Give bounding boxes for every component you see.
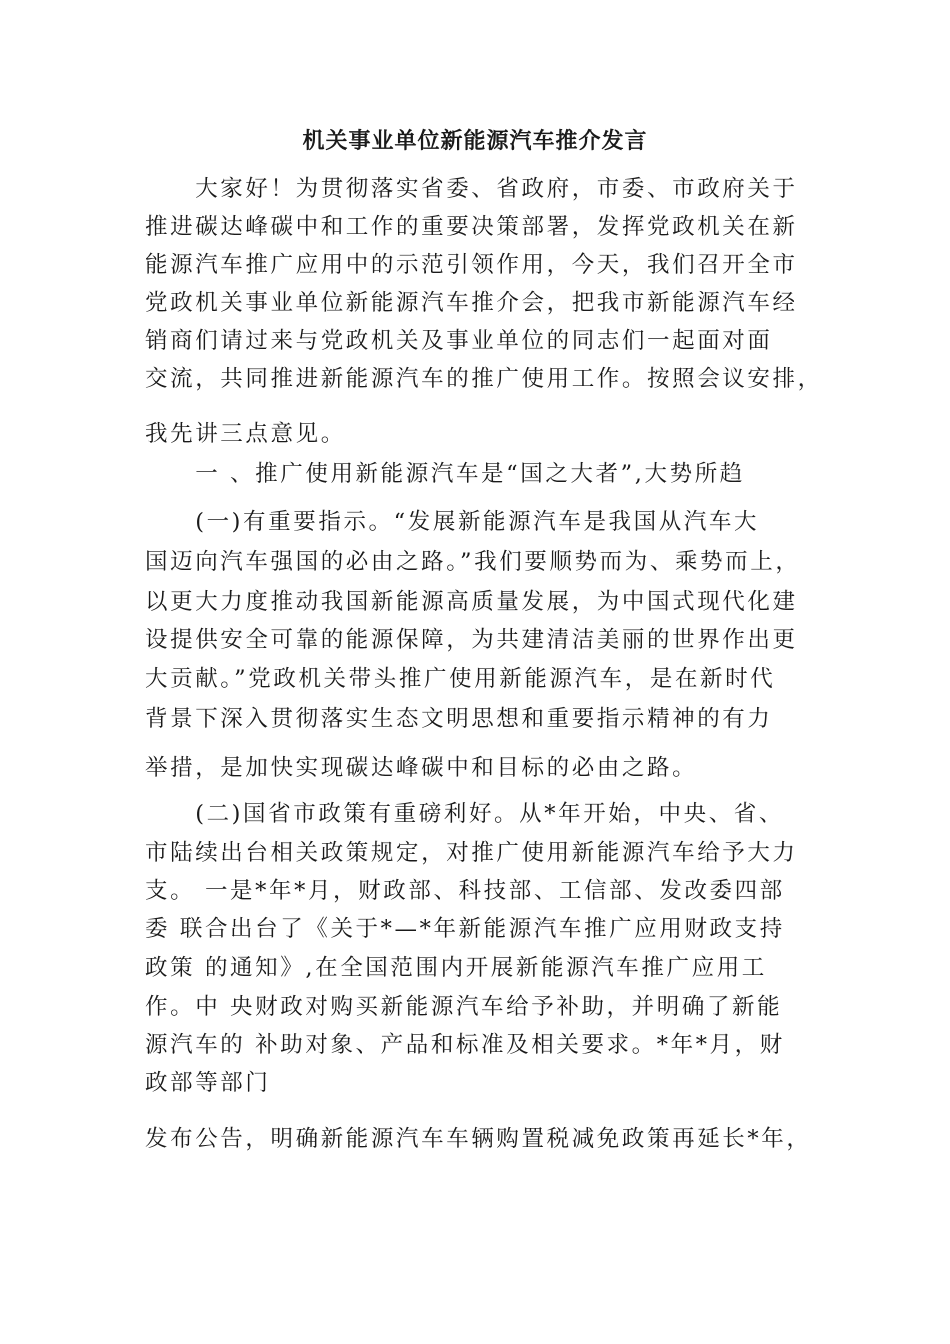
paragraph-line: 销商们请过来与党政机关及事业单位的同志们一起面对面 <box>145 328 773 354</box>
paragraph-line: 源汽车的 补助对象、产品和标准及相关要求。*年*月，财 <box>145 1032 785 1058</box>
paragraph-line: 设提供安全可靠的能源保障，为共建清洁美丽的世界作出更 <box>145 627 798 653</box>
paragraph-line: 市陆续出台相关政策规定，对推广使用新能源汽车给予大力 <box>145 840 798 866</box>
paragraph-line: 以更大力度推动我国新能源高质量发展，为中国式现代化建 <box>145 589 798 615</box>
paragraph-line: 国迈向汽车强国的必由之路。”我们要顺势而为、乘势而上， <box>145 549 801 575</box>
paragraph-line: 背景下深入贯彻落实生态文明思想和重要指示精神的有力 <box>145 706 773 732</box>
paragraph-line: 委 联合出台了《关于*—*年新能源汽车推广应用财政支持 <box>145 916 785 942</box>
paragraph-line: 党政机关事业单位新能源汽车推介会，把我市新能源汽车经 <box>145 290 798 316</box>
document-title: 机关事业单位新能源汽车推介发言 <box>302 129 648 154</box>
paragraph-line: 能源汽车推广应用中的示范引领作用，今天，我们召开全市 <box>145 252 798 278</box>
paragraph-line: (二)国省市政策有重磅利好。从*年开始，中央、省、 <box>145 801 785 827</box>
paragraph-line: 作。中 央财政对购买新能源汽车给予补助，并明确了新能 <box>145 994 783 1020</box>
paragraph-line: 发布公告，明确新能源汽车车辆购置税减免政策再延长*年， <box>145 1126 812 1152</box>
paragraph-line: 推进碳达峰碳中和工作的重要决策部署，发挥党政机关在新 <box>145 214 798 240</box>
paragraph-line: 举措，是加快实现碳达峰碳中和目标的必由之路。 <box>145 755 698 781</box>
section-heading: 一 、推广使用新能源汽车是“国之大者”,大势所趋 <box>145 461 745 487</box>
paragraph-line: 交流，共同推进新能源汽车的推广使用工作。按照会议安排， <box>145 366 823 392</box>
paragraph-line: 我先讲三点意见。 <box>145 421 346 447</box>
paragraph-line: 政策 的通知》,在全国范围内开展新能源汽车推广应用工 <box>145 955 767 981</box>
paragraph-line: 政部等部门 <box>145 1070 271 1096</box>
paragraph-line: (一)有重要指示。“发展新能源汽车是我国从汽车大 <box>145 509 760 535</box>
paragraph-line: 支。 一是*年*月，财政部、科技部、工信部、发改委四部 <box>145 878 785 904</box>
paragraph-line: 大家好！为贯彻落实省委、省政府，市委、市政府关于 <box>145 176 798 202</box>
paragraph-line: 大贡献。”党政机关带头推广使用新能源汽车，是在新时代 <box>145 666 776 692</box>
